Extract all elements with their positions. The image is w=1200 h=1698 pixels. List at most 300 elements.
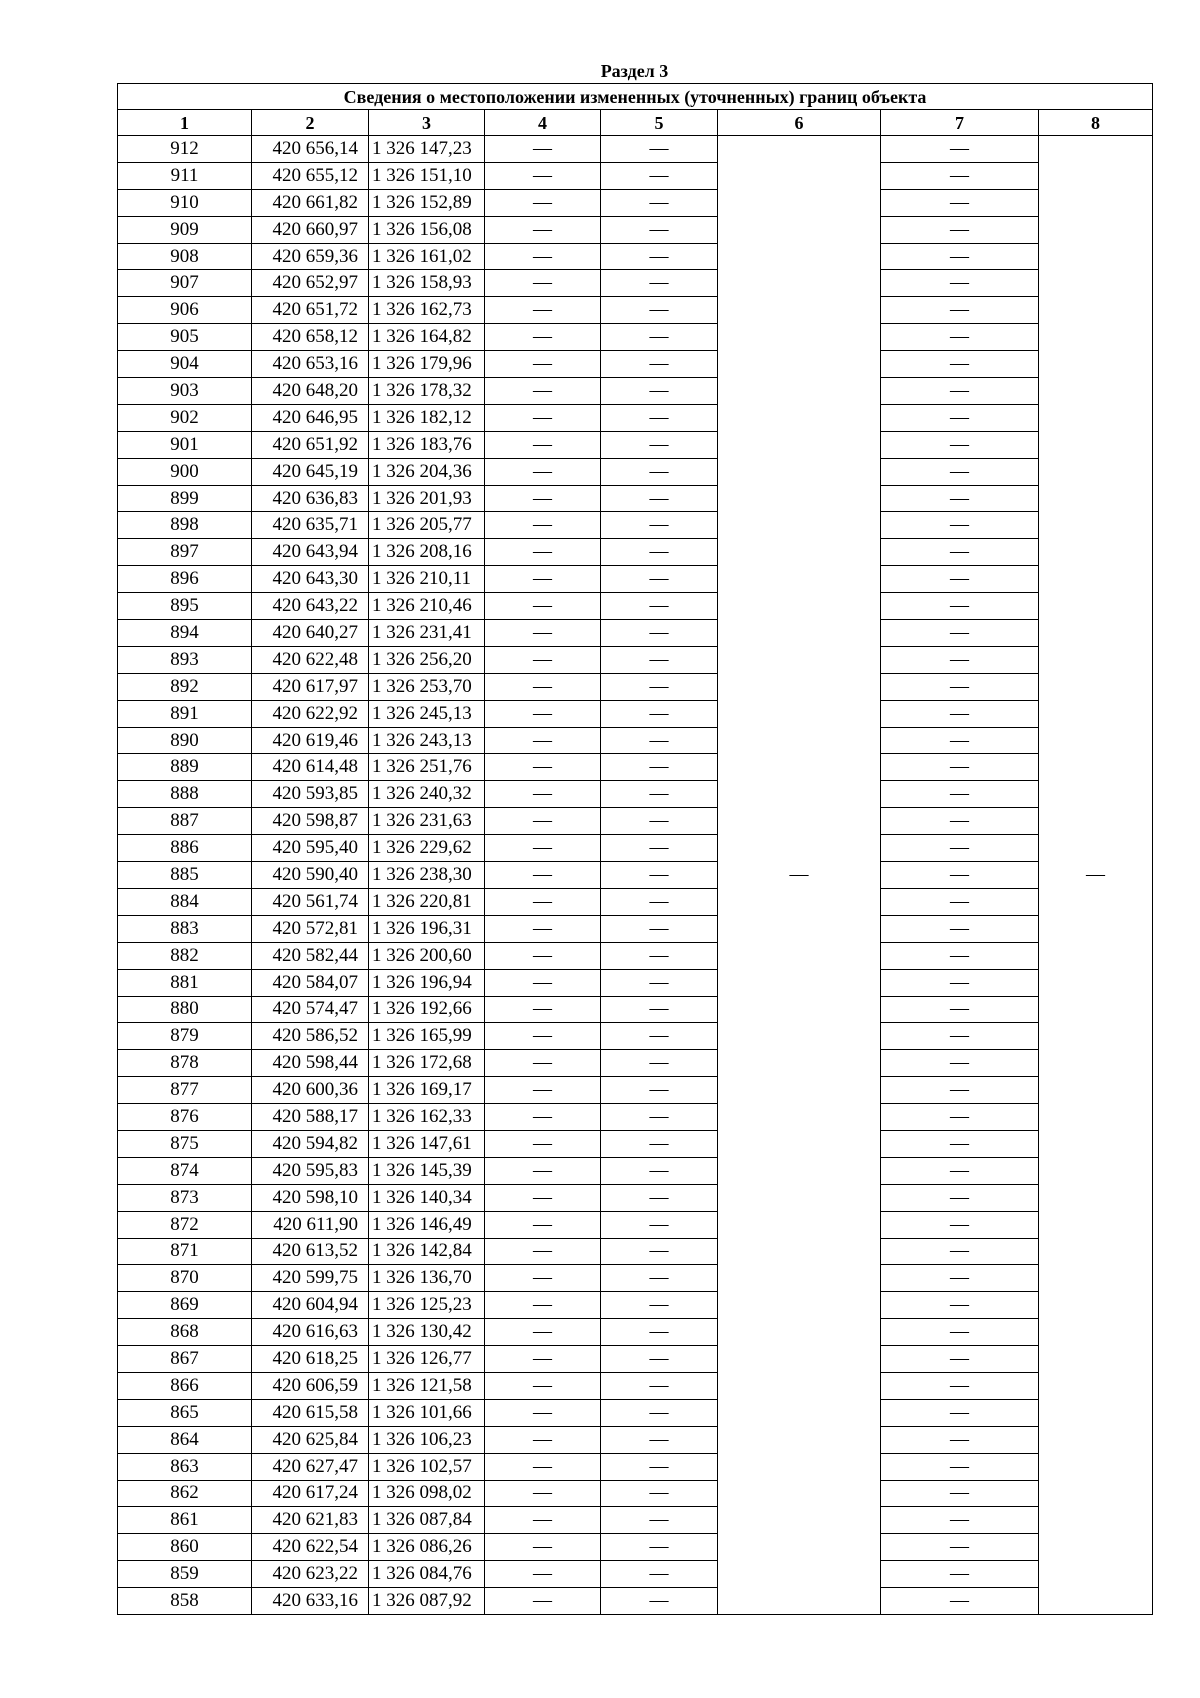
col4-dash-cell: — — [485, 485, 601, 512]
y-coordinate-cell: 1 326 256,20 — [369, 646, 485, 673]
col4-dash-cell: — — [485, 404, 601, 431]
col7-dash-cell: — — [881, 1104, 1039, 1131]
y-coordinate-cell: 1 326 204,36 — [369, 458, 485, 485]
point-number-cell: 870 — [118, 1265, 252, 1292]
point-number-cell: 867 — [118, 1346, 252, 1373]
col5-dash-cell: — — [601, 404, 718, 431]
table-row — [118, 862, 1153, 889]
col4-dash-cell: — — [485, 431, 601, 458]
y-coordinate-cell: 1 326 208,16 — [369, 539, 485, 566]
col7-dash-cell: — — [881, 888, 1039, 915]
section-title: Раздел 3 — [600, 61, 669, 81]
col5-dash-cell: — — [601, 162, 718, 189]
col4-dash-cell: — — [485, 1426, 601, 1453]
y-coordinate-cell: 1 326 196,31 — [369, 915, 485, 942]
y-coordinate-cell: 1 326 179,96 — [369, 351, 485, 378]
col5-dash-cell: — — [601, 431, 718, 458]
col4-dash-cell: — — [485, 942, 601, 969]
table-row — [118, 1238, 1153, 1265]
y-coordinate-cell: 1 326 178,32 — [369, 378, 485, 405]
col7-dash-cell: — — [881, 700, 1039, 727]
col7-dash-cell: — — [881, 593, 1039, 620]
column-number-header: 6 — [718, 110, 881, 136]
col5-dash-cell: — — [601, 1265, 718, 1292]
col4-dash-cell: — — [485, 915, 601, 942]
table-row — [118, 727, 1153, 754]
point-number-cell: 903 — [118, 378, 252, 405]
col5-dash-cell: — — [601, 1426, 718, 1453]
col4-dash-cell: — — [485, 1588, 601, 1615]
col7-dash-cell: — — [881, 1453, 1039, 1480]
y-coordinate-cell: 1 326 172,68 — [369, 1050, 485, 1077]
col4-dash-cell: — — [485, 1292, 601, 1319]
col5-dash-cell: — — [601, 539, 718, 566]
x-coordinate-cell: 420 648,20 — [252, 378, 369, 405]
point-number-cell: 908 — [118, 243, 252, 270]
col5-dash-cell: — — [601, 969, 718, 996]
col5-dash-cell: — — [601, 1561, 718, 1588]
col7-dash-cell: — — [881, 754, 1039, 781]
col5-dash-cell: — — [601, 1292, 718, 1319]
x-coordinate-cell: 420 617,97 — [252, 673, 369, 700]
table-row — [118, 1426, 1153, 1453]
col7-dash-cell: — — [881, 915, 1039, 942]
point-number-cell: 887 — [118, 808, 252, 835]
point-number-cell: 896 — [118, 566, 252, 593]
col4-dash-cell: — — [485, 351, 601, 378]
col5-dash-cell: — — [601, 620, 718, 647]
col5-dash-cell: — — [601, 915, 718, 942]
x-coordinate-cell: 420 618,25 — [252, 1346, 369, 1373]
col4-dash-cell: — — [485, 1372, 601, 1399]
table-row — [118, 1534, 1153, 1561]
x-coordinate-cell: 420 622,54 — [252, 1534, 369, 1561]
x-coordinate-cell: 420 652,97 — [252, 270, 369, 297]
point-number-cell: 878 — [118, 1050, 252, 1077]
col4-dash-cell: — — [485, 996, 601, 1023]
col7-dash-cell: — — [881, 1399, 1039, 1426]
y-coordinate-cell: 1 326 087,84 — [369, 1507, 485, 1534]
table-row — [118, 1184, 1153, 1211]
y-coordinate-cell: 1 326 229,62 — [369, 835, 485, 862]
x-coordinate-cell: 420 633,16 — [252, 1588, 369, 1615]
x-coordinate-cell: 420 574,47 — [252, 996, 369, 1023]
x-coordinate-cell: 420 621,83 — [252, 1507, 369, 1534]
col7-dash-cell: — — [881, 485, 1039, 512]
point-number-cell: 884 — [118, 888, 252, 915]
point-number-cell: 860 — [118, 1534, 252, 1561]
col5-dash-cell: — — [601, 566, 718, 593]
x-coordinate-cell: 420 659,36 — [252, 243, 369, 270]
point-number-cell: 894 — [118, 620, 252, 647]
x-coordinate-cell: 420 643,94 — [252, 539, 369, 566]
point-number-cell: 866 — [118, 1372, 252, 1399]
y-coordinate-cell: 1 326 130,42 — [369, 1319, 485, 1346]
col5-dash-cell: — — [601, 351, 718, 378]
x-coordinate-cell: 420 625,84 — [252, 1426, 369, 1453]
col4-dash-cell: — — [485, 243, 601, 270]
col5-dash-cell: — — [601, 458, 718, 485]
y-coordinate-cell: 1 326 251,76 — [369, 754, 485, 781]
col5-dash-cell: — — [601, 1077, 718, 1104]
y-coordinate-cell: 1 326 126,77 — [369, 1346, 485, 1373]
col7-dash-cell: — — [881, 862, 1039, 889]
point-number-cell: 861 — [118, 1507, 252, 1534]
table-row — [118, 888, 1153, 915]
x-coordinate-cell: 420 599,75 — [252, 1265, 369, 1292]
y-coordinate-cell: 1 326 243,13 — [369, 727, 485, 754]
x-coordinate-cell: 420 595,83 — [252, 1157, 369, 1184]
col5-dash-cell: — — [601, 1588, 718, 1615]
column-number-header: 5 — [601, 110, 718, 136]
col4-dash-cell: — — [485, 727, 601, 754]
point-number-cell: 877 — [118, 1077, 252, 1104]
y-coordinate-cell: 1 326 136,70 — [369, 1265, 485, 1292]
y-coordinate-cell: 1 326 162,73 — [369, 297, 485, 324]
table-row — [118, 781, 1153, 808]
table-row — [118, 1130, 1153, 1157]
col4-dash-cell: — — [485, 1157, 601, 1184]
x-coordinate-cell: 420 623,22 — [252, 1561, 369, 1588]
col5-dash-cell: — — [601, 1023, 718, 1050]
col4-dash-cell: — — [485, 1238, 601, 1265]
col5-dash-cell: — — [601, 378, 718, 405]
y-coordinate-cell: 1 326 183,76 — [369, 431, 485, 458]
x-coordinate-cell: 420 582,44 — [252, 942, 369, 969]
table-row — [118, 539, 1153, 566]
table-row — [118, 915, 1153, 942]
col5-dash-cell: — — [601, 996, 718, 1023]
col5-dash-cell: — — [601, 243, 718, 270]
col4-dash-cell: — — [485, 216, 601, 243]
col7-dash-cell: — — [881, 1265, 1039, 1292]
table-row — [118, 1211, 1153, 1238]
col4-dash-cell: — — [485, 862, 601, 889]
x-coordinate-cell: 420 594,82 — [252, 1130, 369, 1157]
table-row — [118, 216, 1153, 243]
table-row — [118, 162, 1153, 189]
x-coordinate-cell: 420 598,10 — [252, 1184, 369, 1211]
table-row — [118, 620, 1153, 647]
point-number-cell: 858 — [118, 1588, 252, 1615]
point-number-cell: 869 — [118, 1292, 252, 1319]
y-coordinate-cell: 1 326 238,30 — [369, 862, 485, 889]
x-coordinate-cell: 420 590,40 — [252, 862, 369, 889]
table-row — [118, 270, 1153, 297]
point-number-cell: 880 — [118, 996, 252, 1023]
point-number-cell: 872 — [118, 1211, 252, 1238]
col7-dash-cell: — — [881, 646, 1039, 673]
point-number-cell: 883 — [118, 915, 252, 942]
col4-dash-cell: — — [485, 458, 601, 485]
point-number-cell: 909 — [118, 216, 252, 243]
col5-dash-cell: — — [601, 1319, 718, 1346]
col6-merged-dash-cell: — — [718, 136, 881, 1615]
y-coordinate-cell: 1 326 084,76 — [369, 1561, 485, 1588]
col4-dash-cell: — — [485, 539, 601, 566]
x-coordinate-cell: 420 622,92 — [252, 700, 369, 727]
table-row — [118, 1292, 1153, 1319]
table-row — [118, 754, 1153, 781]
col4-dash-cell: — — [485, 808, 601, 835]
point-number-cell: 886 — [118, 835, 252, 862]
y-coordinate-cell: 1 326 086,26 — [369, 1534, 485, 1561]
col7-dash-cell: — — [881, 1292, 1039, 1319]
col7-dash-cell: — — [881, 243, 1039, 270]
y-coordinate-cell: 1 326 106,23 — [369, 1426, 485, 1453]
table-row — [118, 485, 1153, 512]
col7-dash-cell: — — [881, 1023, 1039, 1050]
x-coordinate-cell: 420 584,07 — [252, 969, 369, 996]
col7-dash-cell: — — [881, 1211, 1039, 1238]
col7-dash-cell: — — [881, 431, 1039, 458]
y-coordinate-cell: 1 326 158,93 — [369, 270, 485, 297]
col5-dash-cell: — — [601, 1346, 718, 1373]
x-coordinate-cell: 420 586,52 — [252, 1023, 369, 1050]
col5-dash-cell: — — [601, 297, 718, 324]
point-number-cell: 881 — [118, 969, 252, 996]
col4-dash-cell: — — [485, 1480, 601, 1507]
y-coordinate-cell: 1 326 196,94 — [369, 969, 485, 996]
point-number-cell: 890 — [118, 727, 252, 754]
point-number-cell: 892 — [118, 673, 252, 700]
y-coordinate-cell: 1 326 147,61 — [369, 1130, 485, 1157]
y-coordinate-cell: 1 326 147,23 — [369, 136, 485, 163]
x-coordinate-cell: 420 616,63 — [252, 1319, 369, 1346]
col5-dash-cell: — — [601, 835, 718, 862]
column-number-header: 4 — [485, 110, 601, 136]
col7-dash-cell: — — [881, 1319, 1039, 1346]
point-number-cell: 864 — [118, 1426, 252, 1453]
x-coordinate-cell: 420 661,82 — [252, 189, 369, 216]
col7-dash-cell: — — [881, 1426, 1039, 1453]
x-coordinate-cell: 420 588,17 — [252, 1104, 369, 1131]
col4-dash-cell: — — [485, 781, 601, 808]
col5-dash-cell: — — [601, 1480, 718, 1507]
point-number-cell: 875 — [118, 1130, 252, 1157]
x-coordinate-cell: 420 640,27 — [252, 620, 369, 647]
table-row — [118, 1346, 1153, 1373]
table-row — [118, 1265, 1153, 1292]
point-number-cell: 859 — [118, 1561, 252, 1588]
x-coordinate-cell: 420 645,19 — [252, 458, 369, 485]
col5-dash-cell: — — [601, 700, 718, 727]
col7-dash-cell: — — [881, 1346, 1039, 1373]
x-coordinate-cell: 420 604,94 — [252, 1292, 369, 1319]
col5-dash-cell: — — [601, 781, 718, 808]
col4-dash-cell: — — [485, 378, 601, 405]
table-row — [118, 1507, 1153, 1534]
y-coordinate-cell: 1 326 156,08 — [369, 216, 485, 243]
col4-dash-cell: — — [485, 673, 601, 700]
x-coordinate-cell: 420 613,52 — [252, 1238, 369, 1265]
col5-dash-cell: — — [601, 1453, 718, 1480]
y-coordinate-cell: 1 326 102,57 — [369, 1453, 485, 1480]
x-coordinate-cell: 420 572,81 — [252, 915, 369, 942]
col5-dash-cell: — — [601, 1372, 718, 1399]
table-row — [118, 808, 1153, 835]
col5-dash-cell: — — [601, 485, 718, 512]
col5-dash-cell: — — [601, 1050, 718, 1077]
y-coordinate-cell: 1 326 162,33 — [369, 1104, 485, 1131]
table-row — [118, 1319, 1153, 1346]
col5-dash-cell: — — [601, 1399, 718, 1426]
y-coordinate-cell: 1 326 245,13 — [369, 700, 485, 727]
point-number-cell: 871 — [118, 1238, 252, 1265]
table-row — [118, 1077, 1153, 1104]
table-row — [118, 646, 1153, 673]
y-coordinate-cell: 1 326 205,77 — [369, 512, 485, 539]
col5-dash-cell: — — [601, 1130, 718, 1157]
col5-dash-cell: — — [601, 216, 718, 243]
col4-dash-cell: — — [485, 189, 601, 216]
x-coordinate-cell: 420 598,87 — [252, 808, 369, 835]
col5-dash-cell: — — [601, 512, 718, 539]
y-coordinate-cell: 1 326 164,82 — [369, 324, 485, 351]
point-number-cell: 910 — [118, 189, 252, 216]
col4-dash-cell: — — [485, 1184, 601, 1211]
col7-dash-cell: — — [881, 1157, 1039, 1184]
point-number-cell: 906 — [118, 297, 252, 324]
x-coordinate-cell: 420 643,30 — [252, 566, 369, 593]
table-row — [118, 1399, 1153, 1426]
x-coordinate-cell: 420 619,46 — [252, 727, 369, 754]
x-coordinate-cell: 420 651,92 — [252, 431, 369, 458]
boundary-coordinates-table — [117, 83, 1153, 1615]
point-number-cell: 874 — [118, 1157, 252, 1184]
y-coordinate-cell: 1 326 101,66 — [369, 1399, 485, 1426]
col4-dash-cell: — — [485, 620, 601, 647]
col7-dash-cell: — — [881, 378, 1039, 405]
point-number-cell: 876 — [118, 1104, 252, 1131]
table-row — [118, 700, 1153, 727]
col5-dash-cell: — — [601, 808, 718, 835]
x-coordinate-cell: 420 635,71 — [252, 512, 369, 539]
col4-dash-cell: — — [485, 1130, 601, 1157]
point-number-cell: 895 — [118, 593, 252, 620]
point-number-cell: 904 — [118, 351, 252, 378]
col7-dash-cell: — — [881, 620, 1039, 647]
col5-dash-cell: — — [601, 888, 718, 915]
table-row — [118, 136, 1153, 163]
col7-dash-cell: — — [881, 808, 1039, 835]
col4-dash-cell: — — [485, 1534, 601, 1561]
col7-dash-cell: — — [881, 162, 1039, 189]
point-number-cell: 891 — [118, 700, 252, 727]
point-number-cell: 900 — [118, 458, 252, 485]
col4-dash-cell: — — [485, 1265, 601, 1292]
table-row — [118, 1372, 1153, 1399]
table-row — [118, 1023, 1153, 1050]
col8-merged-dash-cell: — — [1039, 136, 1153, 1615]
col7-dash-cell: — — [881, 189, 1039, 216]
x-coordinate-cell: 420 617,24 — [252, 1480, 369, 1507]
y-coordinate-cell: 1 326 220,81 — [369, 888, 485, 915]
point-number-cell: 911 — [118, 162, 252, 189]
col7-dash-cell: — — [881, 1588, 1039, 1615]
x-coordinate-cell: 420 598,44 — [252, 1050, 369, 1077]
table-row — [118, 189, 1153, 216]
col4-dash-cell: — — [485, 593, 601, 620]
col7-dash-cell: — — [881, 458, 1039, 485]
col7-dash-cell: — — [881, 942, 1039, 969]
table-row — [118, 458, 1153, 485]
col7-dash-cell: — — [881, 781, 1039, 808]
point-number-cell: 865 — [118, 1399, 252, 1426]
table-row — [118, 566, 1153, 593]
point-number-cell: 912 — [118, 136, 252, 163]
table-row — [118, 942, 1153, 969]
point-number-cell: 897 — [118, 539, 252, 566]
point-number-cell: 879 — [118, 1023, 252, 1050]
col7-dash-cell: — — [881, 270, 1039, 297]
point-number-cell: 889 — [118, 754, 252, 781]
y-coordinate-cell: 1 326 165,99 — [369, 1023, 485, 1050]
x-coordinate-cell: 420 622,48 — [252, 646, 369, 673]
col4-dash-cell: — — [485, 700, 601, 727]
table-row — [118, 243, 1153, 270]
col5-dash-cell: — — [601, 136, 718, 163]
col7-dash-cell: — — [881, 539, 1039, 566]
table-row — [118, 1157, 1153, 1184]
point-number-cell: 901 — [118, 431, 252, 458]
table-row — [118, 1104, 1153, 1131]
col7-dash-cell: — — [881, 136, 1039, 163]
col5-dash-cell: — — [601, 189, 718, 216]
table-row — [118, 378, 1153, 405]
table-row — [118, 1480, 1153, 1507]
x-coordinate-cell: 420 600,36 — [252, 1077, 369, 1104]
x-coordinate-cell: 420 595,40 — [252, 835, 369, 862]
col7-dash-cell: — — [881, 996, 1039, 1023]
x-coordinate-cell: 420 614,48 — [252, 754, 369, 781]
table-row — [118, 673, 1153, 700]
point-number-cell: 888 — [118, 781, 252, 808]
y-coordinate-cell: 1 326 240,32 — [369, 781, 485, 808]
point-number-cell: 882 — [118, 942, 252, 969]
col4-dash-cell: — — [485, 1077, 601, 1104]
col4-dash-cell: — — [485, 1023, 601, 1050]
y-coordinate-cell: 1 326 182,12 — [369, 404, 485, 431]
point-number-cell: 873 — [118, 1184, 252, 1211]
col5-dash-cell: — — [601, 1157, 718, 1184]
table-row — [118, 512, 1153, 539]
y-coordinate-cell: 1 326 142,84 — [369, 1238, 485, 1265]
table-caption: Сведения о местоположении измененных (уточненных) границ объекта — [118, 84, 1153, 110]
y-coordinate-cell: 1 326 121,58 — [369, 1372, 485, 1399]
col5-dash-cell: — — [601, 1238, 718, 1265]
col7-dash-cell: — — [881, 1534, 1039, 1561]
table-body — [118, 136, 1153, 1615]
col5-dash-cell: — — [601, 754, 718, 781]
col5-dash-cell: — — [601, 1534, 718, 1561]
col7-dash-cell: — — [881, 1130, 1039, 1157]
col7-dash-cell: — — [881, 512, 1039, 539]
y-coordinate-cell: 1 326 231,63 — [369, 808, 485, 835]
col4-dash-cell: — — [485, 162, 601, 189]
col4-dash-cell: — — [485, 566, 601, 593]
point-number-cell: 899 — [118, 485, 252, 512]
x-coordinate-cell: 420 627,47 — [252, 1453, 369, 1480]
table-row — [118, 1453, 1153, 1480]
table-row — [118, 297, 1153, 324]
column-number-header: 2 — [252, 110, 369, 136]
col5-dash-cell: — — [601, 942, 718, 969]
col7-dash-cell: — — [881, 1238, 1039, 1265]
x-coordinate-cell: 420 660,97 — [252, 216, 369, 243]
col4-dash-cell: — — [485, 1399, 601, 1426]
x-coordinate-cell: 420 653,16 — [252, 351, 369, 378]
